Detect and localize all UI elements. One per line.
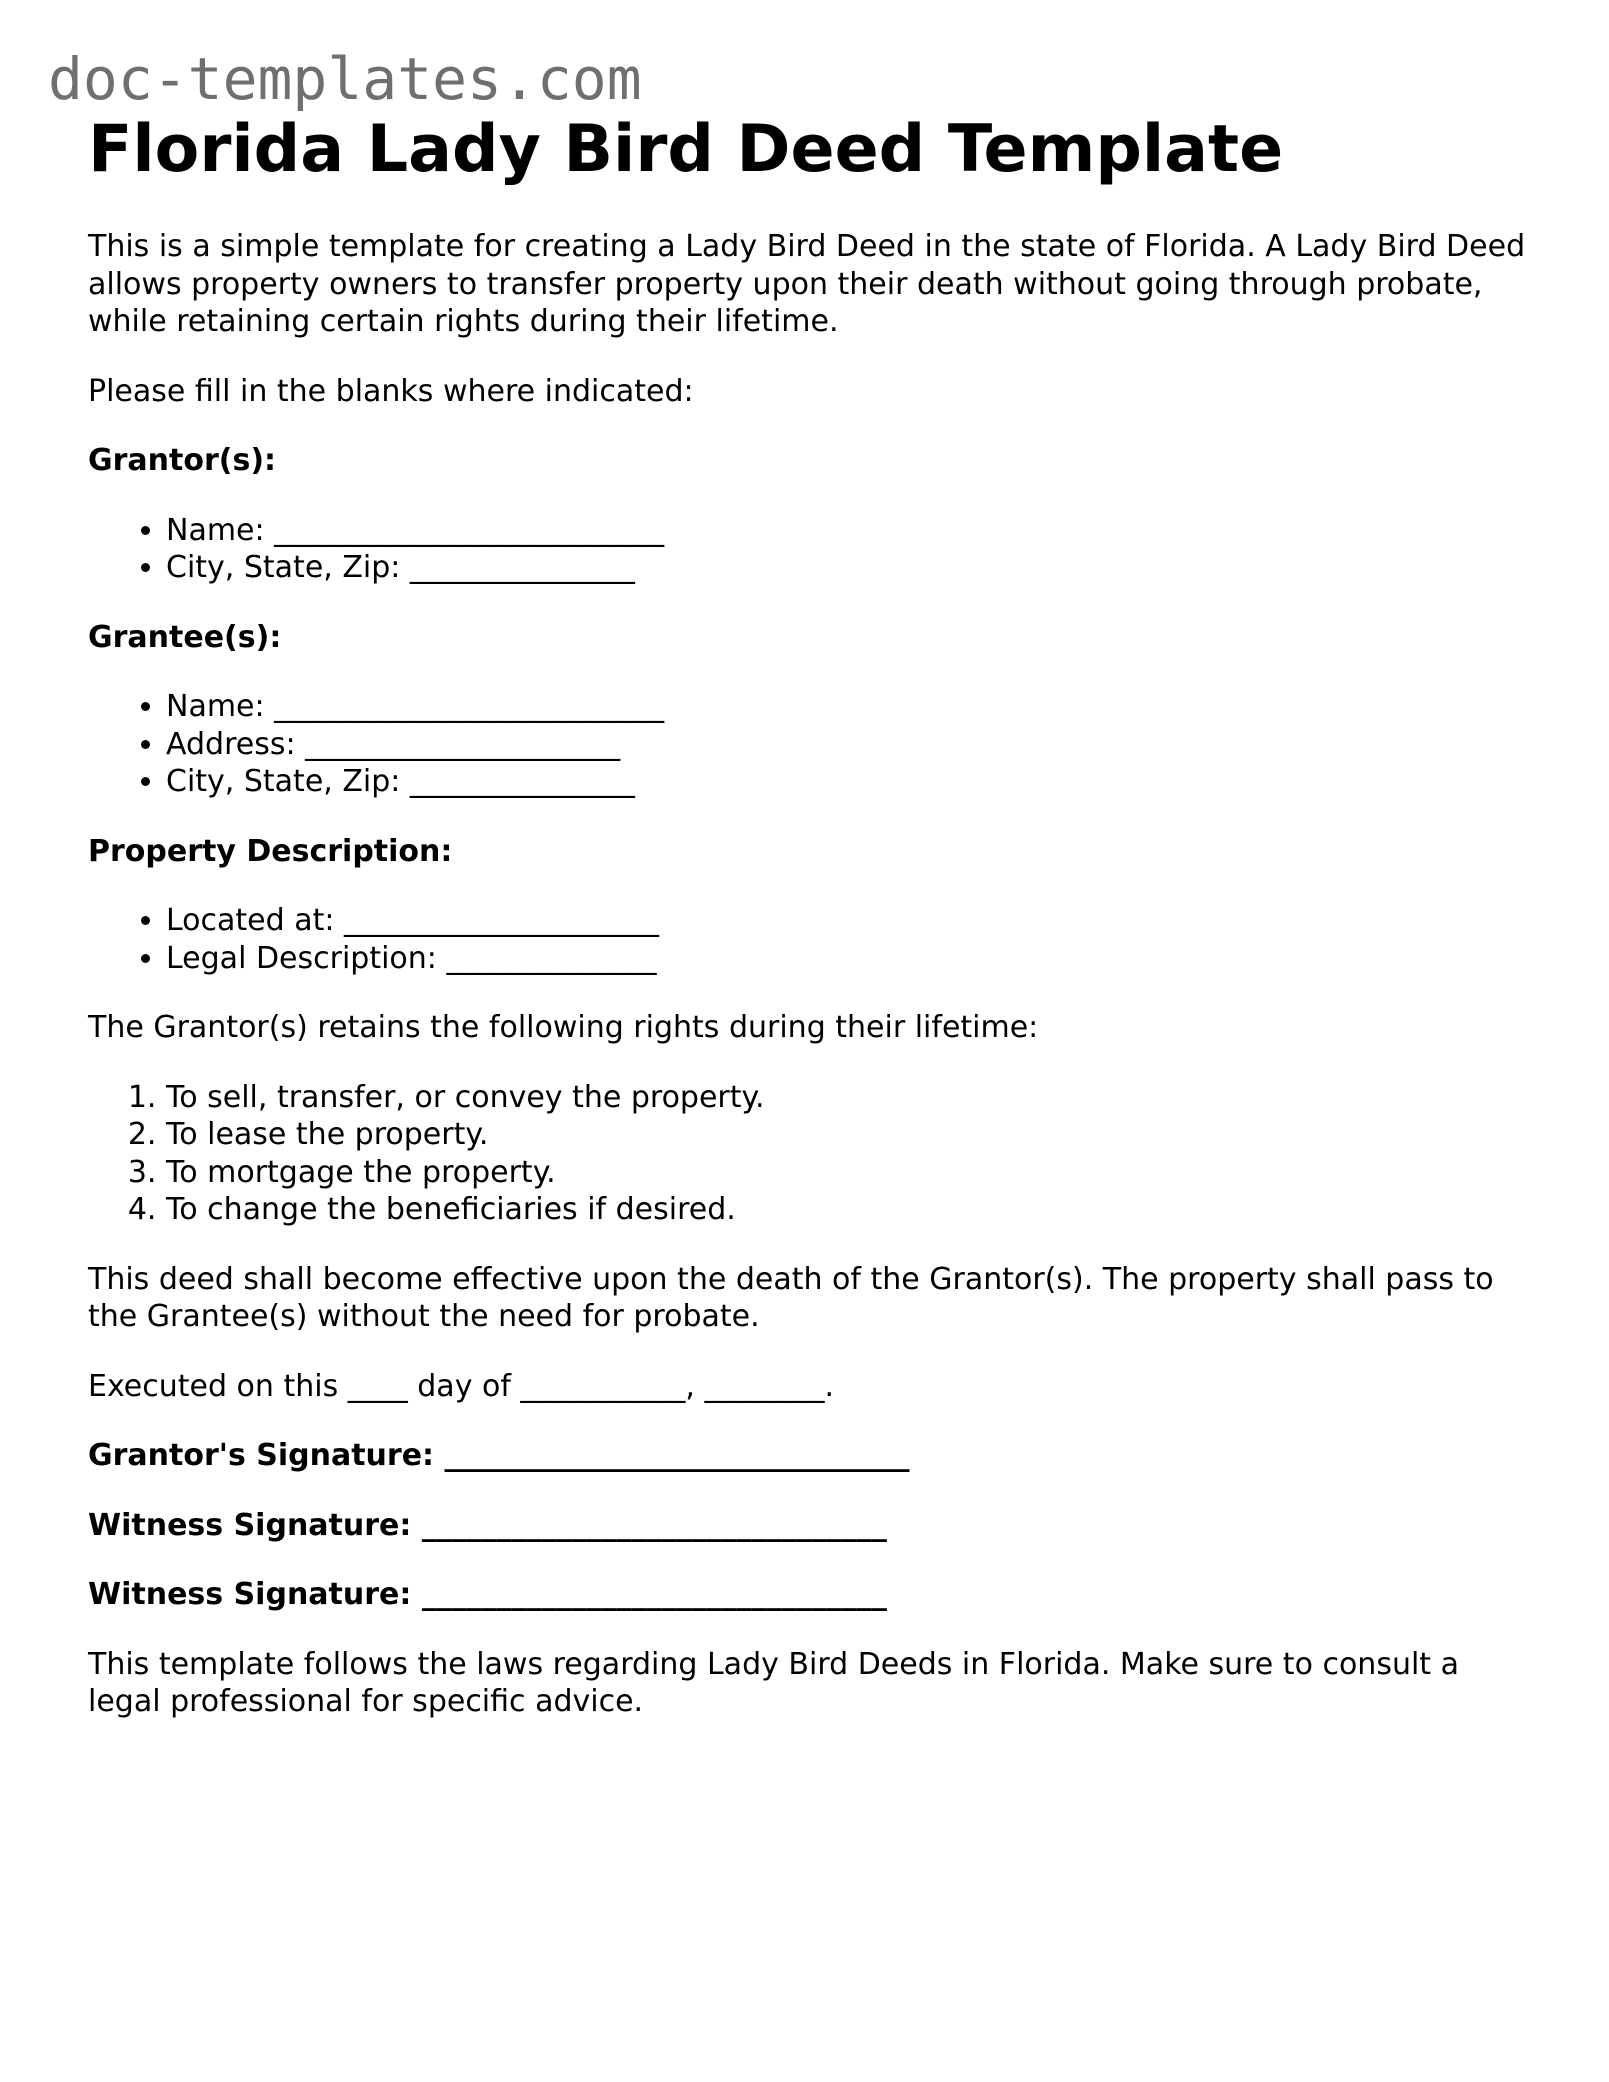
witness-signature-line: Witness Signature: _______________________________ xyxy=(88,1577,887,1612)
rights-intro: The Grantor(s) retains the following rights during their lifetime: xyxy=(88,1010,1039,1045)
grantor-list xyxy=(88,512,1528,587)
effective-paragraph: This deed shall become effective upon the death of the Grantor(s). The property shall pass to the Grantee(s) without the need for probate. xyxy=(88,1261,1494,1334)
list-item: • City, State, Zip: _______________ xyxy=(166,763,1528,801)
grantor-heading: Grantor(s): xyxy=(88,443,277,478)
footer-paragraph: This template follows the laws regarding Lady Bird Deeds in Florida. Make sure to consult a legal professional for specific advice. xyxy=(88,1646,1459,1719)
property-list xyxy=(88,902,1528,977)
intro-paragraph: This is a simple template for creating a Lady Bird Deed in the state of Florida. A Lady Bird Deed allows property owners to transfer property upon their death without going through probate, while retaining certain rights during their lifetime. xyxy=(88,229,1526,339)
watermark: doc-templates.com xyxy=(48,45,642,113)
witness-signature-line: Witness Signature: _______________________________ xyxy=(88,1507,887,1543)
list-item: • Address: _____________________ xyxy=(166,726,1528,764)
executed-line: Executed on this ____ day of ___________, ________. xyxy=(88,1368,835,1404)
grantee-heading: Grantee(s): xyxy=(88,619,282,655)
list-item: 4. To change the beneficiaries if desired. xyxy=(166,1191,1528,1229)
list-item: 3. To mortgage the property. xyxy=(166,1154,1528,1192)
grantee-list xyxy=(88,688,1528,801)
list-item: • Name: __________________________ xyxy=(166,688,1528,726)
instruction-text: Please fill in the blanks where indicated: xyxy=(88,373,694,409)
property-heading: Property Description: xyxy=(88,833,453,869)
list-item: • Legal Description: ______________ xyxy=(166,940,1528,978)
list-item: • Name: __________________________ xyxy=(166,512,1528,550)
grantor-signature-line: Grantor's Signature: _______________________________ xyxy=(88,1438,910,1473)
list-item: 2. To lease the property. xyxy=(166,1116,1528,1154)
rights-list xyxy=(88,1079,1528,1229)
list-item: 1. To sell, transfer, or convey the property. xyxy=(166,1079,1528,1117)
list-item: • Located at: _____________________ xyxy=(166,902,1528,940)
document-page xyxy=(88,112,1528,1721)
page-title: Florida Lady Bird Deed Template xyxy=(88,112,1284,187)
list-item: • City, State, Zip: _______________ xyxy=(166,549,1528,587)
